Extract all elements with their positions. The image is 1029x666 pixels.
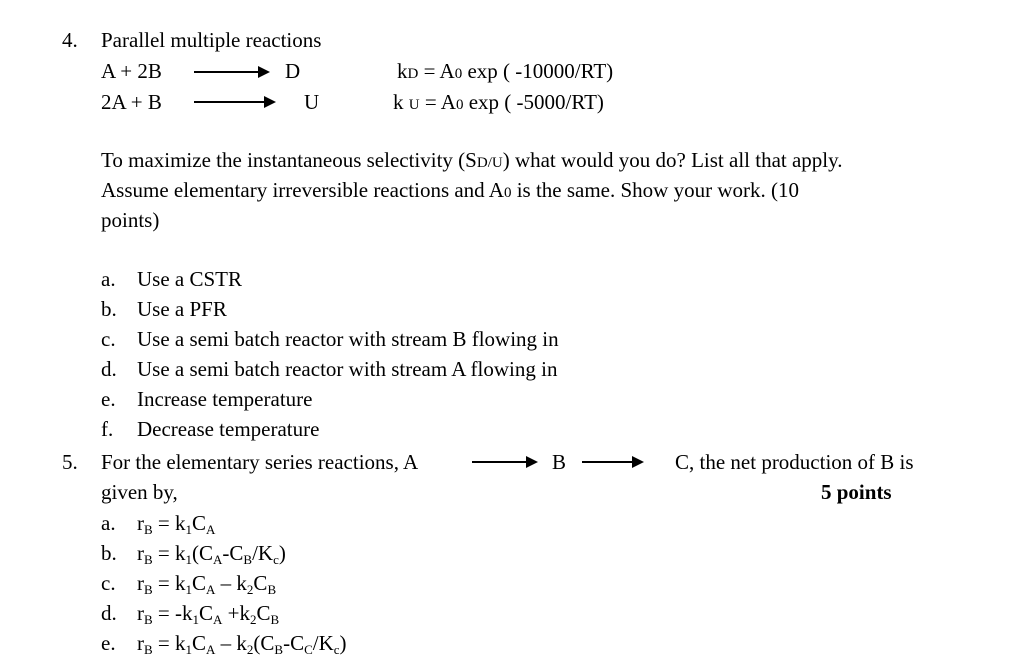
- q5-number: 5.: [62, 450, 78, 474]
- formula-subscript: B: [274, 642, 284, 657]
- formula-subscript: 2: [246, 642, 254, 657]
- formula-subscript: B: [270, 612, 280, 627]
- q4-question-line3: points): [101, 208, 160, 232]
- q5-option-formula: $r_B = -k_1C_A +k_2C_B$: [137, 601, 280, 627]
- q5-option-letter: b.: [101, 541, 117, 565]
- q4-rate-equation-d: [397, 61, 613, 82]
- rate-u-k-sub: U: [408, 97, 420, 113]
- q4-question2-text-a: Assume elementary irreversible reactions and A: [101, 178, 504, 202]
- rate-d-rest: exp ( -10000/RT): [462, 59, 614, 83]
- q4-option-text: Decrease temperature: [137, 417, 320, 441]
- q4-reaction1-product: D: [285, 59, 301, 83]
- formula-subscript: B: [144, 522, 153, 537]
- formula-subscript: B: [243, 552, 253, 567]
- q5-option-formula: $r_B = k_1C_A$: [137, 511, 216, 537]
- q4-question-text-b: ) what would you do? List all that apply.: [502, 148, 843, 172]
- formula-subscript: A: [206, 642, 216, 657]
- formula-subscript: 1: [185, 582, 193, 597]
- formula-subscript: A: [206, 522, 216, 537]
- formula-subscript: 1: [192, 612, 200, 627]
- q4-question-text-a: To maximize the instantaneous selectivity (S: [101, 148, 477, 172]
- formula-subscript: B: [144, 552, 153, 567]
- reaction1-arrow-icon: [194, 71, 268, 73]
- rate-u-eq: = A: [419, 90, 456, 114]
- q4-question2-sub: 0: [503, 185, 512, 201]
- q4-option-text: Use a semi batch reactor with stream A flowing in: [137, 357, 558, 381]
- formula-subscript: B: [267, 582, 277, 597]
- formula-subscript: A: [213, 552, 223, 567]
- formula-subscript: B: [144, 582, 153, 597]
- q4-option-letter: f.: [101, 417, 114, 441]
- q4-question2-text-b: is the same. Show your work. (10: [511, 178, 799, 202]
- reaction2-arrow-icon: [194, 101, 274, 103]
- q5-option-formula: $r_B = k_1(C_A-C_B/K_c)$: [137, 541, 286, 567]
- q4-title: Parallel multiple reactions: [101, 28, 322, 52]
- formula-subscript: A: [206, 582, 216, 597]
- q4-rate-equation-u: [393, 92, 604, 113]
- q4-reaction1-reactants: A + 2B: [101, 59, 162, 83]
- formula-subscript: 1: [185, 522, 193, 537]
- formula-subscript: 2: [250, 612, 257, 627]
- q5-option-letter: d.: [101, 601, 117, 625]
- q4-option-text: Use a semi batch reactor with stream B flowing in: [137, 327, 559, 351]
- series-arrow2-icon: [582, 461, 642, 463]
- q5-lead: For the elementary series reactions, A: [101, 450, 419, 474]
- q5-option-formula: $r_B = k_1C_A - k_2C_B$: [137, 571, 277, 597]
- rate-d-k-sub: D: [407, 66, 419, 82]
- formula-subscript: A: [213, 612, 223, 627]
- formula-subscript: c: [273, 552, 279, 567]
- q5-option-letter: a.: [101, 511, 116, 535]
- q4-option-letter: d.: [101, 357, 117, 381]
- q5-mid: B: [552, 450, 567, 474]
- rate-u-rest: exp ( -5000/RT): [463, 90, 604, 114]
- q4-question-line2: [101, 180, 799, 201]
- formula-subscript: 2: [246, 582, 254, 597]
- rate-d-a-sub: 0: [454, 66, 463, 82]
- q5-option-formula: $r_B = k_1C_A - k_2(C_B-C_C/K_c)$: [137, 631, 347, 657]
- q4-option-letter: c.: [101, 327, 116, 351]
- q4-question-line1: [101, 150, 843, 171]
- formula-subscript: B: [144, 612, 153, 627]
- rate-u-a-sub: 0: [455, 97, 464, 113]
- q4-reaction2-reactants: 2A + B: [101, 90, 162, 114]
- formula-subscript: C: [304, 642, 313, 657]
- q4-option-text: Increase temperature: [137, 387, 313, 411]
- q5-option-letter: c.: [101, 571, 116, 595]
- q4-reaction2-product: U: [304, 90, 320, 114]
- q4-option-letter: b.: [101, 297, 117, 321]
- rate-u-k: k: [393, 90, 404, 114]
- q5-points: 5 points: [821, 480, 892, 504]
- formula-subscript: 1: [185, 552, 193, 567]
- q4-option-text: Use a PFR: [137, 297, 227, 321]
- q5-tail: C, the net production of B is: [675, 450, 914, 474]
- rate-d-eq: = A: [418, 59, 455, 83]
- q4-option-letter: a.: [101, 267, 116, 291]
- rate-d-k: k: [397, 59, 408, 83]
- q5-line2: given by,: [101, 480, 178, 504]
- series-arrow1-icon: [472, 461, 536, 463]
- q4-question-sub: D/U: [476, 155, 503, 171]
- q4-option-text: Use a CSTR: [137, 267, 242, 291]
- formula-subscript: B: [144, 642, 153, 657]
- formula-subscript: 1: [185, 642, 193, 657]
- q4-option-letter: e.: [101, 387, 116, 411]
- q4-number: 4.: [62, 28, 78, 52]
- formula-subscript: c: [333, 642, 340, 657]
- q5-option-letter: e.: [101, 631, 116, 655]
